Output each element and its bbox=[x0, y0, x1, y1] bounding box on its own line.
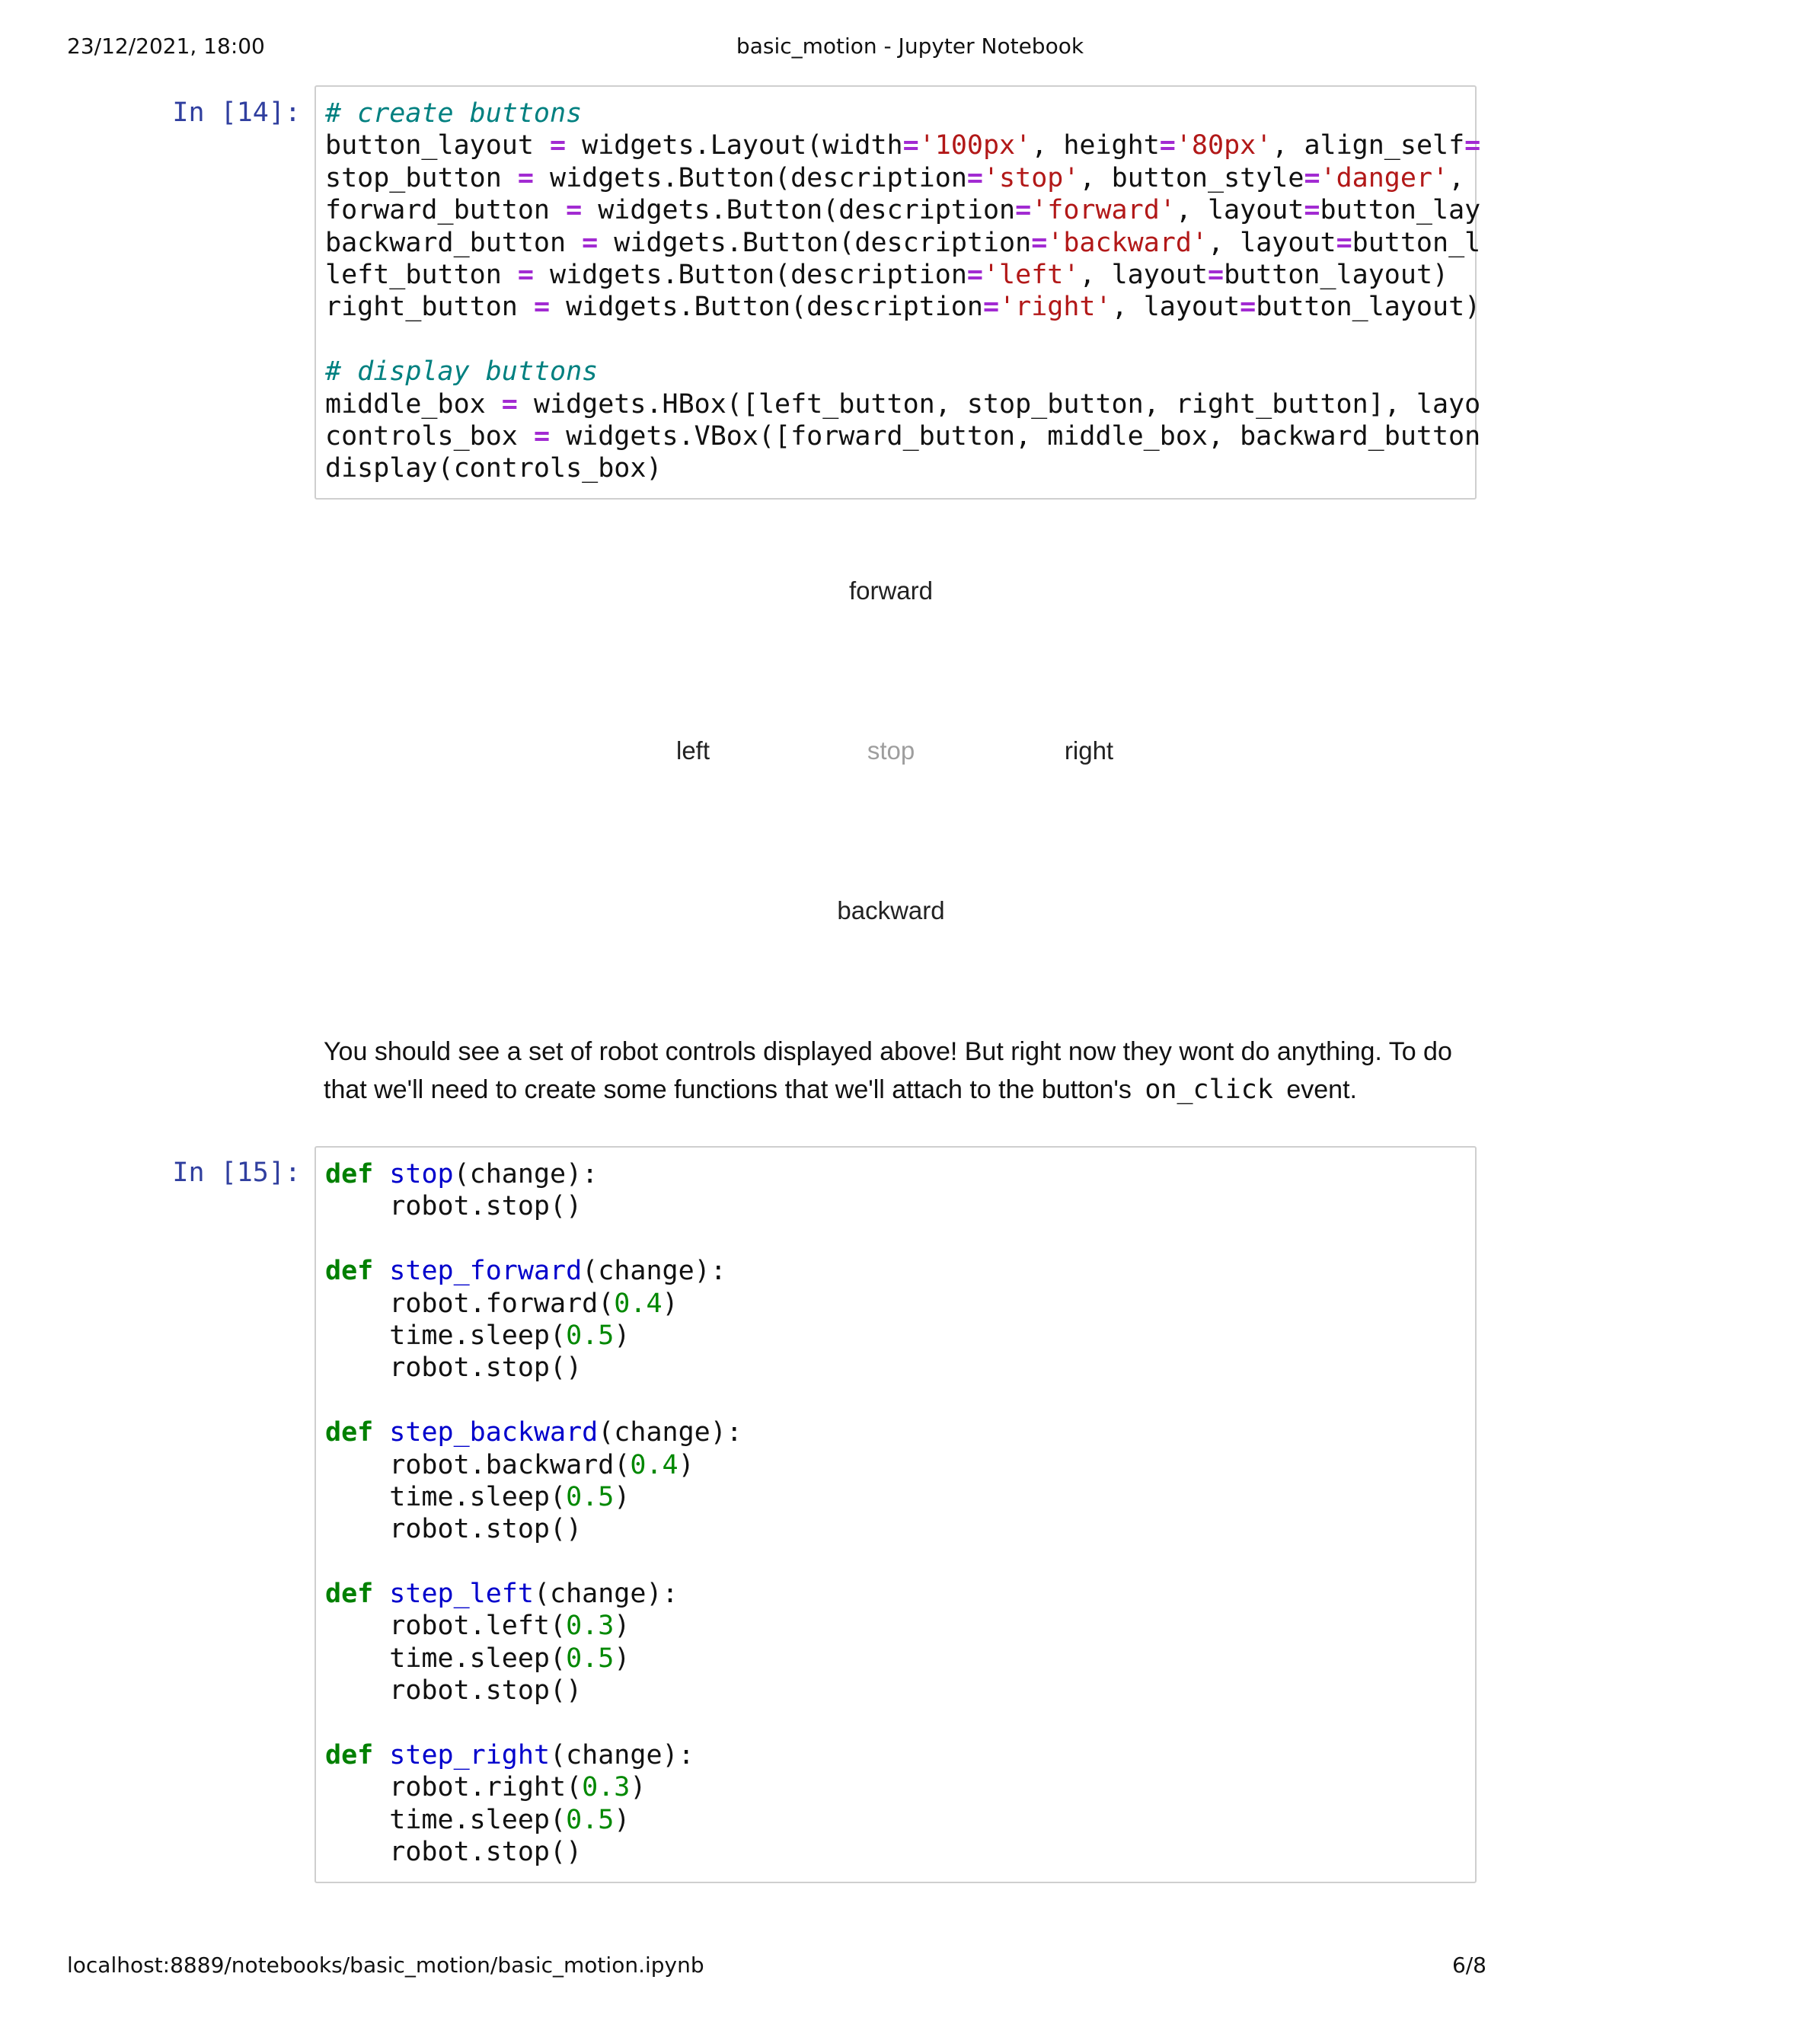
code-line bbox=[325, 1384, 1475, 1416]
right-button[interactable]: right bbox=[1024, 699, 1154, 803]
code-token: = bbox=[1015, 195, 1032, 226]
code-token: display(controls_box) bbox=[325, 453, 663, 484]
code-line bbox=[325, 1513, 1475, 1545]
code-token: step_right bbox=[389, 1740, 551, 1771]
code-line bbox=[325, 452, 1475, 484]
code-line bbox=[325, 1352, 1475, 1384]
stop-button[interactable]: stop bbox=[826, 699, 956, 803]
code-token: = bbox=[902, 130, 919, 161]
code-token: = bbox=[966, 259, 983, 290]
code-token: , bbox=[1448, 162, 1481, 193]
code-token: , button_style bbox=[1079, 162, 1304, 193]
code-token: ) bbox=[614, 1804, 631, 1835]
code-token: stop bbox=[389, 1159, 454, 1189]
code-token: def bbox=[325, 1417, 374, 1448]
code-token: widgets.Button(description bbox=[533, 259, 967, 290]
code-token: = bbox=[533, 292, 551, 323]
code-token: = bbox=[1240, 292, 1256, 323]
code-token: widgets.HBox([left_button, stop_button, right_button], layo bbox=[517, 388, 1481, 420]
code-token: = bbox=[982, 292, 1000, 323]
code-line bbox=[325, 194, 1481, 226]
code-line bbox=[325, 324, 1475, 356]
code-token: (change): bbox=[533, 1579, 679, 1610]
code-token: = bbox=[1464, 130, 1481, 161]
code-token: 0.3 bbox=[582, 1772, 631, 1803]
code-token: = bbox=[966, 162, 983, 193]
code-token: right_button bbox=[325, 292, 534, 323]
code-token: # display buttons bbox=[325, 356, 599, 388]
code-token bbox=[373, 1159, 389, 1189]
code-token: button_lay bbox=[1320, 195, 1481, 226]
code-token: widgets.Button(description bbox=[550, 292, 983, 323]
forward-button[interactable]: forward bbox=[826, 539, 956, 643]
code-token: , height bbox=[1031, 130, 1160, 161]
markdown-text: You should see a set of robot controls displayed above! But right now they wont do anything. To do that we'll need to create some functions that we'll attach to the button's bbox=[324, 1037, 1452, 1104]
code-line bbox=[325, 1158, 1475, 1190]
code-line bbox=[325, 1288, 1475, 1320]
code-token: = bbox=[1304, 162, 1320, 193]
code-token: , layout bbox=[1111, 292, 1240, 323]
code-token: 0.5 bbox=[566, 1320, 615, 1351]
code-token: def bbox=[325, 1256, 374, 1287]
code-cell-15[interactable] bbox=[315, 1146, 1477, 1883]
code-token: (change): bbox=[453, 1159, 599, 1189]
markdown-text-end: event. bbox=[1286, 1075, 1357, 1104]
code-token: widgets.Button(description bbox=[533, 162, 967, 193]
code-token: robot.stop() bbox=[325, 1837, 583, 1868]
code-token: 'right' bbox=[999, 292, 1112, 323]
code-line bbox=[325, 1416, 1475, 1448]
code-token: widgets.VBox([forward_button, middle_box, backward_button bbox=[550, 420, 1481, 452]
code-token: 0.4 bbox=[614, 1288, 663, 1319]
code-token: ) bbox=[662, 1288, 679, 1319]
code-token: button_layout) bbox=[1256, 292, 1481, 323]
code-token: controls_box bbox=[325, 420, 534, 452]
code-token: time.sleep( bbox=[325, 1643, 567, 1674]
print-title: basic_motion - Jupyter Notebook bbox=[736, 34, 1084, 59]
code-token: 0.5 bbox=[566, 1804, 615, 1835]
code-cell-14-source[interactable] bbox=[316, 87, 1481, 485]
code-token: (change): bbox=[582, 1256, 726, 1287]
code-token: time.sleep( bbox=[325, 1320, 567, 1351]
code-token: stop_button bbox=[325, 162, 518, 193]
code-token: step_left bbox=[389, 1579, 534, 1610]
code-token: = bbox=[1304, 195, 1320, 226]
code-token: 'backward' bbox=[1047, 227, 1208, 258]
code-line bbox=[325, 1643, 1475, 1675]
code-line bbox=[325, 162, 1481, 194]
code-line bbox=[325, 1804, 1475, 1836]
code-token: 'danger' bbox=[1320, 162, 1449, 193]
code-token: step_backward bbox=[389, 1417, 599, 1448]
print-date: 23/12/2021, 18:00 bbox=[67, 34, 265, 59]
code-line bbox=[325, 1578, 1475, 1610]
code-token: robot.left( bbox=[325, 1611, 567, 1642]
code-token: left_button bbox=[325, 259, 518, 290]
cell-15-prompt: In [15]: bbox=[172, 1157, 301, 1188]
code-line bbox=[325, 388, 1481, 420]
code-token: 'forward' bbox=[1031, 195, 1176, 226]
code-token: # create buttons bbox=[325, 98, 583, 129]
code-token: time.sleep( bbox=[325, 1481, 567, 1512]
code-cell-14[interactable] bbox=[315, 85, 1481, 500]
code-token: button_layout) bbox=[1224, 259, 1449, 290]
code-line bbox=[325, 97, 1475, 129]
code-token: = bbox=[1208, 259, 1225, 290]
code-line bbox=[325, 1707, 1475, 1739]
print-footer bbox=[0, 1953, 1560, 1983]
code-token: ) bbox=[614, 1320, 631, 1351]
code-token: , layout bbox=[1079, 259, 1208, 290]
code-token bbox=[373, 1579, 389, 1609]
code-token: robot.stop() bbox=[325, 1352, 583, 1384]
code-token: def bbox=[325, 1740, 374, 1771]
code-line bbox=[325, 1449, 1475, 1481]
code-token: widgets.Layout(width bbox=[566, 130, 903, 161]
code-line bbox=[325, 1481, 1475, 1513]
code-token: button_l bbox=[1352, 227, 1481, 258]
print-url: localhost:8889/notebooks/basic_motion/basic_motion.ipynb bbox=[67, 1953, 704, 1978]
code-token: = bbox=[1336, 227, 1352, 258]
markdown-cell bbox=[324, 1033, 1474, 1109]
code-line bbox=[325, 1739, 1475, 1771]
code-token: ) bbox=[678, 1449, 694, 1480]
code-token: widgets.Button(description bbox=[598, 227, 1032, 258]
code-token: (change): bbox=[598, 1417, 742, 1448]
code-line bbox=[325, 420, 1481, 452]
code-token: button_layout bbox=[325, 130, 551, 161]
code-token: step_forward bbox=[389, 1256, 583, 1287]
backward-button[interactable]: backward bbox=[826, 859, 956, 963]
code-token: forward_button bbox=[325, 195, 567, 226]
code-token: robot.stop() bbox=[325, 1191, 583, 1222]
code-token: ) bbox=[614, 1481, 631, 1512]
code-line bbox=[325, 1836, 1475, 1868]
code-token: widgets.Button(description bbox=[582, 195, 1016, 226]
code-token: , layout bbox=[1207, 227, 1336, 258]
code-token: = bbox=[550, 130, 567, 161]
code-token: time.sleep( bbox=[325, 1804, 567, 1835]
code-token: = bbox=[1031, 227, 1048, 258]
page-number: 6/8 bbox=[1451, 1953, 1486, 1978]
code-token: robot.backward( bbox=[325, 1449, 631, 1480]
code-line bbox=[325, 227, 1481, 259]
code-token: 0.5 bbox=[566, 1643, 615, 1674]
code-token: robot.stop() bbox=[325, 1514, 583, 1545]
code-token: backward_button bbox=[325, 227, 583, 258]
code-cell-15-source[interactable] bbox=[316, 1148, 1475, 1869]
code-line bbox=[325, 129, 1481, 161]
code-token: 0.5 bbox=[566, 1481, 615, 1512]
code-token: = bbox=[566, 195, 583, 226]
code-token: '80px' bbox=[1175, 130, 1272, 161]
code-token: robot.stop() bbox=[325, 1675, 583, 1707]
code-token: robot.right( bbox=[325, 1772, 583, 1803]
code-token: 'stop' bbox=[982, 162, 1080, 193]
code-token: = bbox=[517, 259, 534, 290]
code-token: , align_self bbox=[1272, 130, 1465, 161]
code-line bbox=[325, 1190, 1475, 1222]
code-token: def bbox=[325, 1159, 374, 1189]
code-token: ) bbox=[614, 1611, 631, 1642]
code-token: = bbox=[517, 162, 534, 193]
code-token: robot.forward( bbox=[325, 1288, 615, 1319]
code-token: 'left' bbox=[982, 259, 1080, 290]
code-token: 0.3 bbox=[566, 1611, 615, 1642]
cell-14-prompt: In [14]: bbox=[172, 97, 301, 128]
code-token: = bbox=[501, 388, 518, 420]
code-line bbox=[325, 1223, 1475, 1255]
code-line bbox=[325, 1675, 1475, 1707]
code-token: def bbox=[325, 1579, 374, 1610]
code-token: (change): bbox=[550, 1740, 694, 1771]
code-token: 0.4 bbox=[630, 1449, 679, 1480]
code-line bbox=[325, 1771, 1475, 1803]
inline-code: on_click bbox=[1145, 1074, 1273, 1105]
code-line bbox=[325, 1255, 1475, 1287]
code-line bbox=[325, 1610, 1475, 1642]
code-line bbox=[325, 356, 1475, 388]
print-header bbox=[0, 34, 1560, 64]
code-token: ) bbox=[614, 1643, 631, 1674]
code-line bbox=[325, 259, 1475, 291]
code-token: ) bbox=[630, 1772, 647, 1803]
code-token: = bbox=[1159, 130, 1176, 161]
code-token: = bbox=[533, 420, 551, 452]
code-line bbox=[325, 1320, 1475, 1352]
code-line bbox=[325, 1546, 1475, 1578]
code-token bbox=[373, 1256, 389, 1286]
code-token: = bbox=[582, 227, 599, 258]
code-token bbox=[373, 1740, 389, 1771]
code-token: , layout bbox=[1175, 195, 1304, 226]
code-token bbox=[373, 1417, 389, 1448]
code-token: '100px' bbox=[918, 130, 1032, 161]
code-line bbox=[325, 291, 1481, 323]
code-token: middle_box bbox=[325, 388, 502, 420]
left-button[interactable]: left bbox=[628, 699, 758, 803]
